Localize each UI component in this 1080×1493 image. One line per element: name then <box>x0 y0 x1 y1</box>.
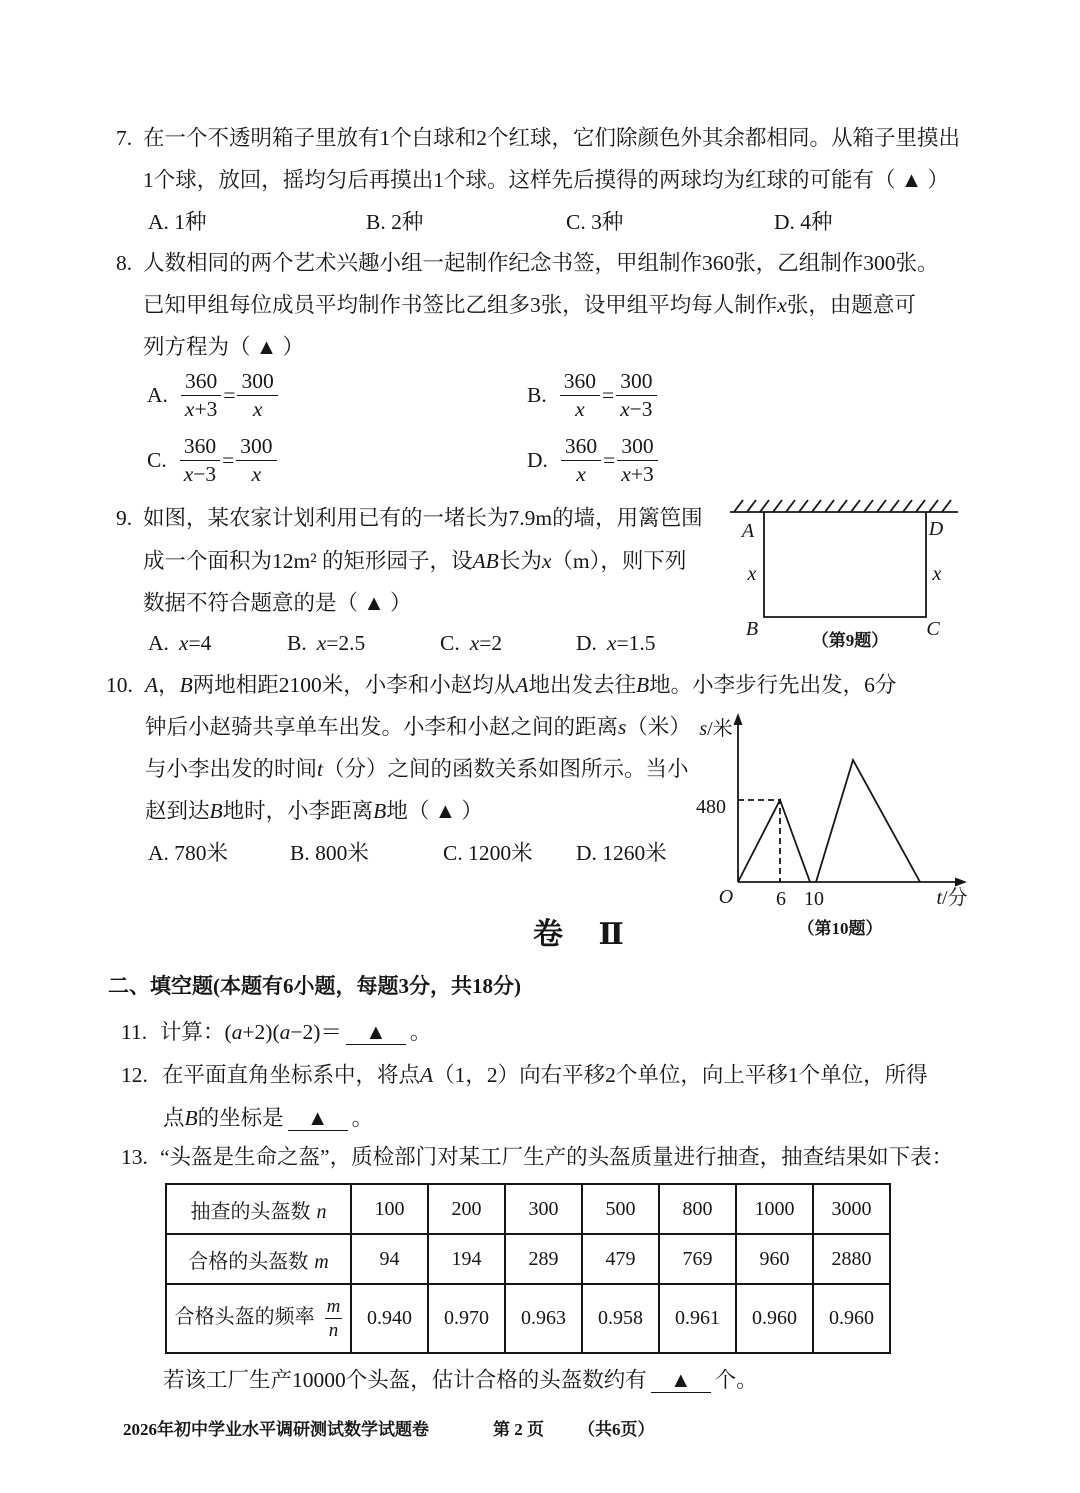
table-cell: 194 <box>428 1234 505 1284</box>
table-cell: 500 <box>582 1184 659 1234</box>
variable-a: a <box>279 1020 291 1044</box>
denominator-variable: x <box>183 462 194 486</box>
variable-x: x <box>316 631 327 655</box>
equals-sign: = <box>223 383 236 407</box>
numerator: 300 <box>236 433 276 461</box>
table-cell: 100 <box>351 1184 428 1234</box>
q7-option-b: B. 2种 <box>366 210 424 234</box>
q12-number: 12. <box>121 1063 148 1087</box>
text-segment: 两地相距2100米，小李和小赵均从 <box>192 673 516 697</box>
wall-hatch <box>773 500 782 512</box>
equals-sign: = <box>601 383 615 407</box>
row-label <box>166 1184 351 1234</box>
side-label-dc: x <box>932 563 942 585</box>
helmet-inspection-table <box>165 1183 891 1354</box>
q10-line-3 <box>145 755 689 783</box>
wall-hatch <box>838 500 847 512</box>
text-segment: 已知甲组每位成员平均制作书签比乙组多3张，设甲组平均每人制作 <box>143 293 778 317</box>
footer-title: 2026年初中学业水平调研测试数学试题卷 <box>123 1420 429 1439</box>
wall-hatch <box>786 500 795 512</box>
graph-segment-1 <box>738 800 810 882</box>
variable-t: t <box>317 757 323 781</box>
table-cell: 3000 <box>813 1184 890 1234</box>
q13-estimate-line <box>163 1366 758 1394</box>
fraction-lhs <box>561 433 601 488</box>
denominator <box>180 461 220 488</box>
q9-option-a <box>148 629 211 657</box>
x-axis-variable: t <box>936 887 942 909</box>
q8-line-3: 列方程为（ ▲ ） <box>143 335 305 359</box>
text-segment: 与小李出发的时间 <box>145 757 318 781</box>
q10-line-1 <box>145 671 896 699</box>
vertex-label-d: D <box>928 518 944 540</box>
q9-number: 9. <box>116 506 133 530</box>
option-value: =4 <box>188 631 212 655</box>
row-label <box>166 1284 351 1353</box>
option-letter: C. <box>147 448 167 472</box>
q13-line-1: “头盔是生命之盔”，质检部门对某工厂生产的头盔质量进行抽查，抽查结果如下表： <box>160 1145 954 1169</box>
x-axis-unit: /分 <box>942 887 968 909</box>
text-segment: 成一个面积为12m² 的矩形园子，设 <box>143 549 473 573</box>
variable-ab: AB <box>472 549 499 573</box>
wall-hatch <box>825 500 834 512</box>
variable-a: a <box>231 1020 243 1044</box>
section-heading: 二、填空题(本题有6小题，每题3分，共18分) <box>108 974 521 998</box>
text-segment: （m），则下列 <box>551 549 687 573</box>
q7-option-c: C. 3种 <box>566 210 624 234</box>
option-letter: D. <box>527 448 548 472</box>
fraction-lhs <box>181 368 221 423</box>
table-cell: 200 <box>428 1184 505 1234</box>
x-tick-6: 6 <box>776 888 786 910</box>
text-segment: −2)＝ <box>290 1020 342 1044</box>
q9-option-b <box>287 629 365 657</box>
denominator <box>617 461 657 488</box>
fraction-lhs <box>180 433 220 488</box>
option-letter: A. <box>148 631 169 655</box>
q10-line-2 <box>145 713 691 741</box>
text-segment: 张，由题意可 <box>786 293 916 317</box>
numerator: 360 <box>560 368 600 396</box>
denominator-rest: +3 <box>630 462 654 486</box>
denominator-variable: x <box>252 397 263 421</box>
variable-x: x <box>541 549 552 573</box>
q8-option-d <box>527 433 659 488</box>
q8-number: 8. <box>116 251 133 275</box>
text-segment: 地（ ▲ ） <box>386 799 483 823</box>
table-cell: 800 <box>659 1184 736 1234</box>
y-axis-unit: /米 <box>707 718 733 740</box>
denominator-variable: x <box>621 462 631 486</box>
paper-part-title: 卷 Ⅱ <box>533 918 638 951</box>
table-cell: 0.940 <box>351 1284 428 1353</box>
numerator: 360 <box>561 433 601 461</box>
variable-x: x <box>606 631 617 655</box>
q9-figure-caption: （第9题） <box>811 631 889 650</box>
denominator-variable: x <box>251 462 262 486</box>
text-segment: 长为 <box>498 549 542 573</box>
q13-number: 13. <box>121 1145 148 1169</box>
equals-sign: = <box>222 448 235 472</box>
graph-segment-2 <box>816 760 920 882</box>
variable-a: A <box>515 673 529 697</box>
table-cell: 1000 <box>736 1184 813 1234</box>
q10-option-a: A. 780米 <box>148 841 229 865</box>
q10-distance-time-graph <box>685 705 985 947</box>
wall-hatch <box>916 500 925 512</box>
table-cell: 94 <box>351 1234 428 1284</box>
q12-line-1 <box>162 1061 928 1089</box>
wall-hatch <box>929 500 938 512</box>
vertex-label-a: A <box>741 520 755 542</box>
fraction-numerator: m <box>326 1296 341 1317</box>
text-segment: 赵到达 <box>145 799 210 823</box>
q9-line-3: 数据不符合题意的是（ ▲ ） <box>143 591 412 615</box>
x-axis-label <box>936 886 967 909</box>
wall-hatch <box>903 500 912 512</box>
table-row-frequency <box>166 1284 890 1353</box>
wall-hatch <box>890 500 899 512</box>
y-axis-variable: s <box>699 718 708 740</box>
text-segment: 点 <box>163 1106 185 1130</box>
text-segment: （分）之间的函数关系如图所示。当小 <box>323 757 689 781</box>
text-segment: 。 <box>409 1020 432 1044</box>
numerator: 300 <box>616 368 656 396</box>
fence-rectangle <box>764 512 926 617</box>
variable-x: x <box>777 293 787 317</box>
fraction-rhs <box>237 368 277 423</box>
text-segment: 个。 <box>714 1368 758 1392</box>
denominator-variable: x <box>575 397 585 421</box>
q9-option-c <box>440 629 502 657</box>
text-segment: 地出发去往 <box>528 673 636 697</box>
y-axis-label <box>699 717 732 740</box>
table-cell: 0.960 <box>736 1284 813 1353</box>
variable-b: B <box>635 673 650 697</box>
text-segment: 若该工厂生产10000个头盔，估计合格的头盔数约有 <box>163 1368 647 1392</box>
variable-x: x <box>178 631 189 655</box>
text-segment: +2)( <box>242 1020 280 1044</box>
table-cell: 289 <box>505 1234 582 1284</box>
variable-b: B <box>179 673 193 697</box>
origin-label: O <box>718 886 734 908</box>
numerator: 300 <box>237 368 277 396</box>
table-cell: 0.970 <box>428 1284 505 1353</box>
x-tick-10: 10 <box>804 888 824 910</box>
option-letter: D. <box>576 631 597 655</box>
q7-number: 7. <box>116 126 133 150</box>
text-segment: （1，2）向右平移2个单位，向上平移1个单位，所得 <box>433 1063 928 1087</box>
table-row-sampled <box>166 1184 890 1234</box>
text-segment: （米） <box>626 715 691 739</box>
wall-hatch <box>851 500 860 512</box>
text-segment: 计算：( <box>160 1020 232 1044</box>
footer-page-number: 第 2 页 <box>493 1420 544 1439</box>
option-value: =1.5 <box>616 631 656 655</box>
q11-number: 11. <box>121 1020 148 1044</box>
q10-option-b: B. 800米 <box>290 841 369 865</box>
text-segment: 的坐标是 <box>197 1106 284 1130</box>
variable-m: m <box>314 1250 329 1273</box>
denominator-rest: −3 <box>193 462 217 486</box>
q9-garden-figure <box>720 488 970 660</box>
option-letter: C. <box>440 631 460 655</box>
wall-hatch <box>877 500 886 512</box>
answer-blank: ▲ <box>346 1020 406 1045</box>
denominator-variable: x <box>620 397 630 421</box>
y-tick-480: 480 <box>696 796 726 818</box>
q8-line-1: 人数相同的两个艺术兴趣小组一起制作纪念书签，甲组制作360张，乙组制作300张。 <box>143 251 939 275</box>
option-letter: A. <box>147 383 168 407</box>
option-letter: B. <box>527 383 547 407</box>
option-value: =2.5 <box>326 631 366 655</box>
wall-hatch <box>734 500 743 512</box>
q10-number: 10. <box>106 673 133 697</box>
variable-a: A <box>420 1063 434 1087</box>
wall-hatch <box>812 500 821 512</box>
wall-hatch <box>760 500 769 512</box>
fraction-m-over-n <box>319 1295 343 1342</box>
wall-hatch <box>864 500 873 512</box>
fraction-rhs <box>236 433 276 488</box>
row-label-text: 合格的头盔数 <box>188 1250 309 1273</box>
denominator <box>560 396 600 423</box>
table-row-qualified <box>166 1234 890 1284</box>
row-label-text: 抽查的头盔数 <box>190 1200 311 1223</box>
text-segment: 在平面直角坐标系中，将点 <box>162 1063 421 1087</box>
q10-line-4 <box>145 797 483 825</box>
q10-figure-caption: （第10题） <box>797 919 883 938</box>
q7-option-d: D. 4种 <box>774 210 833 234</box>
q11-line <box>160 1018 431 1046</box>
text-segment: 地时，小李距离 <box>222 799 374 823</box>
fraction-rhs <box>616 368 656 423</box>
table-cell: 479 <box>582 1234 659 1284</box>
table-cell: 769 <box>659 1234 736 1284</box>
text-segment: 地。小李步行先出发，6分 <box>649 673 897 697</box>
equals-sign: = <box>603 448 616 472</box>
q8-option-a <box>147 368 279 423</box>
denominator-variable: x <box>184 397 195 421</box>
answer-blank: ▲ <box>288 1106 348 1131</box>
table-cell: 0.963 <box>505 1284 582 1353</box>
q10-option-c: C. 1200米 <box>443 841 533 865</box>
row-label <box>166 1234 351 1284</box>
answer-blank: ▲ <box>651 1368 711 1393</box>
y-axis-arrow <box>734 713 743 725</box>
q9-line-1: 如图，某农家计划利用已有的一堵长为7.9m的墙，用篱笆围 <box>143 506 703 530</box>
variable-b: B <box>209 799 223 823</box>
variable-s: s <box>618 715 627 739</box>
wall-hatch <box>942 500 951 512</box>
q8-line-2 <box>143 291 916 319</box>
fraction-rhs <box>617 433 657 488</box>
table-cell: 0.960 <box>813 1284 890 1353</box>
fraction-denominator: n <box>328 1320 339 1341</box>
denominator <box>616 396 656 423</box>
text-segment: 。 <box>351 1106 374 1130</box>
vertex-label-b: B <box>745 618 759 640</box>
option-value: =2 <box>479 631 503 655</box>
wall-hatch <box>799 500 808 512</box>
q12-line-2 <box>163 1104 373 1132</box>
numerator: 360 <box>180 433 220 461</box>
table-cell: 0.958 <box>582 1284 659 1353</box>
q8-option-b <box>527 368 658 423</box>
numerator: 360 <box>181 368 221 396</box>
q9-option-d <box>576 629 655 657</box>
denominator-rest: −3 <box>629 397 653 421</box>
q8-option-c <box>147 433 278 488</box>
wall-hatch <box>747 500 756 512</box>
denominator-rest: +3 <box>194 397 218 421</box>
denominator <box>236 461 276 488</box>
table-cell: 2880 <box>813 1234 890 1284</box>
variable-n: n <box>316 1200 327 1223</box>
variable-a: A <box>145 673 159 697</box>
row-label-text: 合格头盔的频率 <box>174 1306 315 1329</box>
q7-line-1: 在一个不透明箱子里放有1个白球和2个红球，它们除颜色外其余都相同。从箱子里摸出 <box>143 126 961 150</box>
table-cell: 960 <box>736 1234 813 1284</box>
vertex-label-c: C <box>926 618 940 640</box>
denominator <box>237 396 277 423</box>
q7-line-2: 1个球，放回，摇均匀后再摸出1个球。这样先后摸得的两球均为红球的可能有（ ▲ ） <box>143 168 950 192</box>
fraction-lhs <box>560 368 600 423</box>
q9-line-2 <box>143 547 686 575</box>
option-letter: B. <box>287 631 307 655</box>
variable-b: B <box>373 799 387 823</box>
variable-b: B <box>184 1106 198 1130</box>
denominator-variable: x <box>576 462 586 486</box>
table-cell: 0.961 <box>659 1284 736 1353</box>
text-segment: 钟后小赵骑共享单车出发。小李和小赵之间的距离 <box>145 715 619 739</box>
x-axis-arrow <box>955 878 967 887</box>
denominator <box>181 396 221 423</box>
variable-x: x <box>469 631 480 655</box>
footer-page-total: （共6页） <box>578 1420 655 1439</box>
denominator <box>561 461 601 488</box>
table-cell: 300 <box>505 1184 582 1234</box>
numerator: 300 <box>617 433 657 461</box>
text-segment: ， <box>158 673 180 697</box>
q7-option-a: A. 1种 <box>148 210 207 234</box>
side-label-ab: x <box>747 563 757 585</box>
q10-option-d: D. 1260米 <box>576 841 667 865</box>
